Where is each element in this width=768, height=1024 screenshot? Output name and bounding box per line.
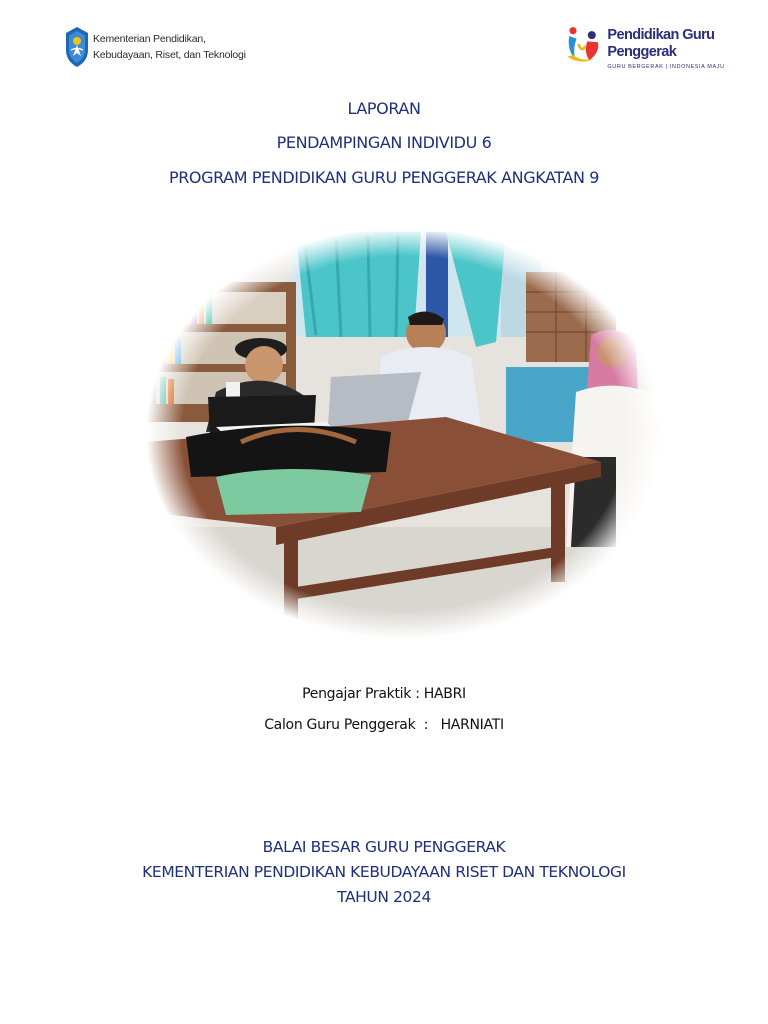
pengajar-praktik-line	[0, 686, 768, 702]
report-subtitle: PENDAMPINGAN INDIVIDU 6	[276, 133, 492, 152]
kemdikbud-logo-text	[93, 31, 246, 63]
calon-guru-penggerak-name: HARNIATI	[440, 717, 504, 733]
calon-guru-penggerak-separator: :	[415, 717, 441, 733]
pgp-logo-tagline: GURU BERGERAK | INDONESIA MAJU	[607, 64, 725, 70]
pengajar-praktik-name: HABRI	[423, 686, 466, 702]
report-title: LAPORAN	[347, 99, 421, 118]
institution-name: BALAI BESAR GURU PENGGERAK	[262, 838, 506, 856]
mentoring-session-photo	[146, 227, 662, 639]
pgp-logo-title: Pendidikan Guru Penggerak	[607, 27, 715, 60]
pgp-logo	[564, 22, 768, 70]
tut-wuri-handayani-emblem-icon	[64, 26, 90, 68]
calon-guru-penggerak-label: Calon Guru Penggerak	[264, 717, 416, 733]
pengajar-praktik-label: Pengajar Praktik	[302, 686, 412, 702]
kemdikbud-line-2: Kebudayaan, Riset, dan Teknologi	[93, 49, 246, 61]
pengajar-praktik-separator: :	[411, 686, 424, 702]
pgp-logo-text	[607, 27, 768, 70]
ministry-name: KEMENTERIAN PENDIDIKAN KEBUDAYAAN RISET DAN TEKNOLOGI	[142, 863, 626, 881]
pendidikan-guru-penggerak-mark-icon	[564, 22, 603, 68]
program-title: PROGRAM PENDIDIKAN GURU PENGGERAK ANGKATAN 9	[168, 168, 600, 187]
report-year: TAHUN 2024	[337, 888, 431, 906]
kemdikbud-line-1: Kementerian Pendidikan,	[93, 33, 206, 45]
calon-guru-penggerak-line	[0, 717, 768, 733]
kemdikbud-logo	[64, 26, 246, 68]
